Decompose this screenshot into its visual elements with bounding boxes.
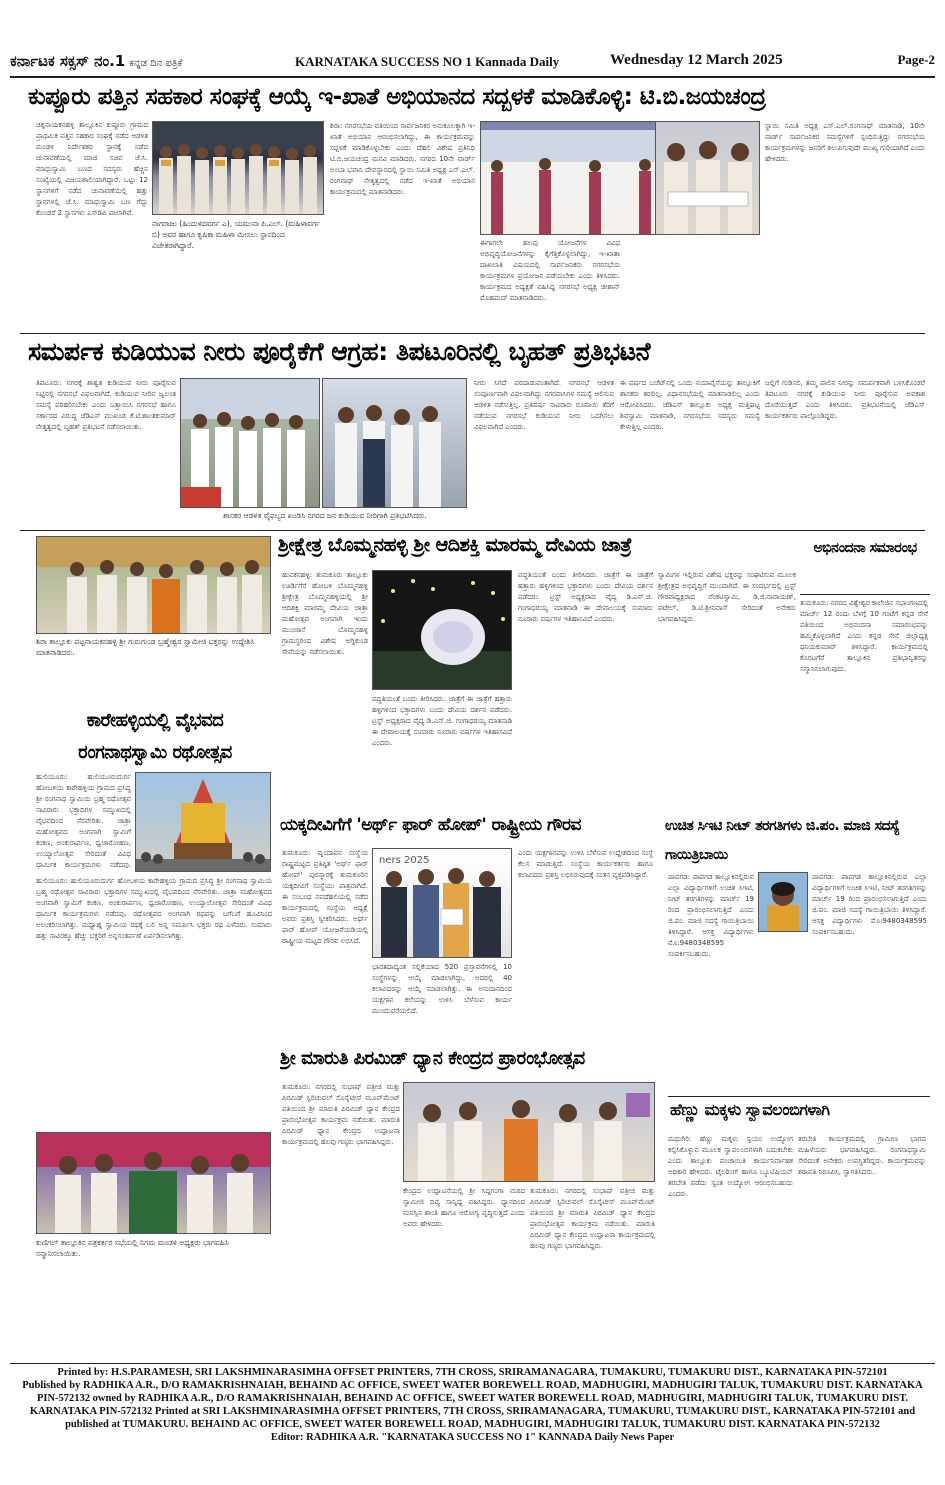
article-jatre-cont-3: ಸ್ವಾಮಿಗಳ ಇಲ್ಲಿರುವ ವಿಶೇಷ ಭಕ್ತರನ್ನು ಸಂಘಟಿಸುವ ಮೂಲಕ ಶ್ರೀಕ್ಷೇತ್ರದ ಅಭಿವೃದ್ಧಿಗೆ ಮುಂದಾಗಿದೆ. ಈ ಸಂದರ್ಭದಲ್ಲಿ ಟ್ರಸ್ಟ್ ಗೌರವಾಧ್ಯಕ್ಷರಾದ ವೆಂಕಟಸ್ವಾಮಿ, ಡಿ.ಜಿ.ನಾರಾಯಣ್, ಪಟೇಲ್, ಡಿ.ಟಿ.ಶ್ರೀನಿವಾಸ್ ಸೇರಿದಂತೆ ಅನೇಕರು ಭಾಗವಹಿಸಿದ್ದರು. bbox=[658, 571, 796, 623]
article-e-khata-right: ಸ್ಥಾಯಿ ಸಮಿತಿ ಅಧ್ಯಕ್ಷ ಎಸ್.ಎಲ್.ರಂಗನಾಥ್ ಮಾತನಾಡಿ, 10ನೇ ವಾರ್ಡ್ ಸಾರ್ವಜನಿಕರ ಸಮಸ್ಯೆಗಳಿಗೆ ಸ್ಪಂದಿಸುತ್ತಿದ್ದು ನಗರಸಭೆಯ ಕಾರ್ಯಕ್ರಮಗಳನ್ನು ಜನರಿಗೆ ತಲುಪಿಸುವುದೇ ಮುಖ್ಯ ಗುರಿಯಾಗಿದೆ ಎಂದು ಹೇಳಿದರು. bbox=[765, 122, 925, 163]
headline-tiptur-protest: ಸಮರ್ಪಕ ಕುಡಿಯುವ ನೀರು ಪೂರೈಕೆಗೆ ಆಗ್ರಹ: ತಿಪಟೂರಿನಲ್ಲಿ ಬೃಹತ್ ಪ್ರತಿಭಟನೆ bbox=[28, 337, 650, 366]
night-chariot-image bbox=[373, 571, 511, 689]
photo-karehalli-ratha bbox=[135, 772, 271, 872]
photo-kuppur-winners bbox=[152, 121, 324, 215]
protest-image bbox=[181, 379, 319, 507]
headline-women-self-reliant: ಹೆಣ್ಣು ಮಕ್ಕಳು ಸ್ವಾವಲಂಬಿಗಳಾಗಿ bbox=[670, 1100, 830, 1119]
caption-swamiji: ಶಿರಾ ತಾಲ್ಲೂಕು ಪಟ್ಟನಾಯಕನಹಳ್ಳಿ ಶ್ರೀ ಗುರುಗುಂಡ ಬ್ರಹ್ಮೇಶ್ವರ ಸ್ವಾಮೀಜಿ ಭಕ್ತರನ್ನು ಉದ್ದೇಶಿಸಿ ಮಾತನಾಡಿದರು. bbox=[36, 637, 255, 657]
article-women: ಮಧುಗಿರಿ: ಹೆಣ್ಣು ಮಕ್ಕಳು ಸ್ವಯಂ ಉದ್ಯೋಗ ಕಲ್ಪಿಸಿಕೊಳ್ಳುವ ಮೂಲಕ ಸ್ವಾವಲಂಬಿಗಳಾಗಿ ಬದುಕಬೇಕು ಎಂದು ತಾಲ್ಲೂಕು ಪಂಚಾಯಿತಿ ಕಾರ್ಯನಿರ್ವಾಹಕ ಅಧಿಕಾರಿ ಹೇಳಿದರು. ಟೈಲರಿಂಗ್ ಹಾಗೂ ಬ್ಯೂಟಿಷಿಯನ್ ತರಬೇತಿ ಪಡೆದು ಸ್ವಂತ ಉದ್ಯೋಗ ಆರಂಭಿಸಬಹುದು ಎಂದರು. bbox=[668, 1135, 793, 1198]
headline-pyramid-dhyana: ಶ್ರೀ ಮಾರುತಿ ಪಿರಮಿಡ್ ಧ್ಯಾನ ಕೇಂದ್ರದ ಪ್ರಾರಂಭೋತ್ಸವ bbox=[280, 1048, 585, 1069]
swamiji-image bbox=[37, 537, 270, 633]
caption-tiptur: ಶಾಸಕರ ಆಡಳಿತ ವೈಫಲ್ಯದ ಖಂಡಿಸಿ ನಗರದ ಜನ ಕುಡಿಯುವ ನೀರಿಗಾಗಿ ಪ್ರತಿಭಟಿಸಿದರು. bbox=[223, 511, 427, 520]
article-jatre: ಹುವಕನಹಳ್ಳಿ: ತುಮಕೂರು ತಾಲ್ಲೂಕು ಊರ್ಡಿಗೆರೆ ಹೋಬಳಿ ಬೊಮ್ಮನಹಳ್ಳಿ ಶ್ರೀಕ್ಷೇತ್ರ ಬೊಮ್ಮನಹಳ್ಳಿಯಲ್ಲಿ ಶ್ರೀ ಆದಿಶಕ್ತಿ ಮಾರಮ್ಮ ದೇವಿಯ ಜಾತ್ರಾ ಮಹೋತ್ಸವ ಅಂಗವಾಗಿ ಇಂದು ಮುಂಜಾನೆ ಬೊಮ್ಮನಹಳ್ಳಿ ಗ್ರಾಮಸ್ಥರಿಂದ ವಿಶೇಷ ಅಗ್ನಿಕುಂಡ ಸೇವೆಯನ್ನು ನಡೆಸಲಾಯಿತು. bbox=[282, 571, 368, 656]
divider bbox=[668, 1096, 930, 1097]
photo-swamiji-event bbox=[36, 536, 271, 634]
photo-jatre-night bbox=[372, 570, 512, 690]
headline-karehalli-rathotsava: ಕಾರೇಹಳ್ಳಿಯಲ್ಲಿ ವೈಭವದ ರಂಗನಾಥಸ್ವಾಮಿ ರಥೋತ್ಸವ bbox=[78, 710, 232, 763]
article-tiptur: ತಿಪಟೂರು: ನಗರಕ್ಕೆ ಶಾಶ್ವತ ಕುಡಿಯುವ ನೀರು ಪೂರೈಸುವ ನಿಟ್ಟಿನಲ್ಲಿ ನಗರಸಭೆ ವಿಫಲವಾಗಿದೆ. ಕುಡಿಯುವ ನೀರಿನ ಜ್ವಲಂತ ಸಮಸ್ಯೆ ಪರಿಹರಿಸಬೇಕು ಎಂದು ಒತ್ತಾಯಿಸಿ ನಗರಸಭೆ ಹಾಗೂ ಸರ್ಕಾರದ ವಿರುದ್ಧ ಜೆಡಿಎಸ್ ಮುಖಂಡ ಕೆ.ಟಿ.ಶಾಂತಕುಮಾರ್ ನೇತೃತ್ವದಲ್ಲಿ ಬೃಹತ್ ಪ್ರತಿಭಟನೆ ನಡೆಸಲಾಯಿತು. bbox=[36, 379, 176, 431]
newspaper-title: KARNATAKA SUCCESS NO 1 Kannada Daily bbox=[295, 54, 560, 69]
footer-line: published at TUMAKURU. BEHAIND AC OFFICE, SWEET WATER BOREWELL ROAD, MADHUGIRI, MADHUGIRI TALUK, TUMAKURU DIST. KARNATAKA PIN-572132 bbox=[65, 1419, 880, 1430]
logo-text: ಕರ್ನಾಟಕ ಸಕ್ಸಸ್ ನಂ.1 bbox=[10, 52, 126, 70]
photo-tiptur-protest-2 bbox=[322, 378, 467, 508]
article-earth-for-hope: ತುಮಕೂರು: ವೃಂದಾವನ ಸಂಸ್ಥೆಯ ರಾಷ್ಟ್ರಮಟ್ಟದ ಪ್ರತಿಷ್ಠಿತ 'ಅರ್ಥ್ ಫಾರ್ ಹೋಪ್' ಪುರಸ್ಕಾರಕ್ಕೆ ತುಮಕೂರಿನ ಯಕ್ಕದೀವಿಗೆ ಸಂಸ್ಥೆಯು ಪಾತ್ರವಾಗಿದೆ. ಈ ಸಂಬಂಧ ನವದೆಹಲಿಯಲ್ಲಿ ನಡೆದ ಕಾರ್ಯಕ್ರಮದಲ್ಲಿ ಸಂಸ್ಥೆಯ ಅಧ್ಯಕ್ಷೆ ಅವರು ಪ್ರಶಸ್ತಿ ಸ್ವೀಕರಿಸಿದರು. ಅರ್ಥ್ ಫಾರ್ ಹೋಪ್ ಯೋಜನೆಯಡಿಯಲ್ಲಿ ರಾಷ್ಟ್ರೀಯ ಮಟ್ಟದ ಗೌರವ ಲಭಿಸಿದೆ. bbox=[282, 849, 368, 945]
caption-kuppur: ನಾಗರಾಜು (ಹಿಂದುಳಿದವರ್ಗ ಎ), ಯಮುನಾ ಪಿ.ಎಲ್. (ಮಹಿಳಾವರ್ಗ ಬಿ) ಅವರ ಹಾಗೂ ಕೃಷಿಕಾ ಮಹಿಳಾ ಮೀಸಲು ಸ್ಥಾನದಿಂದ ವಿಜೇತರಾಗಿದ್ದಾರೆ. bbox=[152, 219, 321, 250]
award-image bbox=[373, 849, 511, 957]
headline-kuppur-e-khata: ಕುಪ್ಪೂರು ಪತ್ತಿನ ಸಹಕಾರ ಸಂಘಕ್ಕೆ ಆಯ್ಕೆ ಇ-ಖಾತೆ ಅಭಿಯಾನದ ಸದ್ಬಳಕೆ ಮಾಡಿಕೊಳ್ಳಿ: ಟಿ.ಬಿ.ಜಯಚಂದ್ರ bbox=[28, 84, 766, 110]
portrait-image bbox=[759, 873, 807, 931]
photo-earth-for-hope-award bbox=[372, 848, 512, 958]
caption-kunigal: ಕುಣಿಗಲ್ ತಾಲ್ಲೂಕಿನ ಪತ್ರಕರ್ತರ ಸಭೆಯಲ್ಲಿ ನಿಗಮ ಮಂಡಳಿ ಅಧ್ಯಕ್ಷರು ಭಾಗವಹಿಸಿ ಸನ್ಮಾನಿಸಲಾಯಿತು. bbox=[36, 1238, 229, 1258]
crowd-image bbox=[153, 122, 323, 214]
headline-marammadevi-jatre: ಶ್ರೀಕ್ಷೇತ್ರ ಬೊಮ್ಮನಹಳ್ಳಿ ಶ್ರೀ ಆದಿಶಕ್ತಿ ಮಾರಮ್ಮ ದೇವಿಯ ಜಾತ್ರೆ bbox=[278, 534, 632, 556]
photo-kunigal-journalists bbox=[36, 1132, 271, 1234]
imprint-footer bbox=[10, 1363, 935, 1444]
photo-pyramid-inauguration bbox=[403, 1082, 655, 1182]
logo-subtitle: ಕನ್ನಡ ದಿನ ಪತ್ರಿಕೆ bbox=[129, 58, 183, 69]
article-karehalli: ಹುಲಿಯೂರು: ಹುಲಿಯೂರುದುರ್ಗ ಹೋಬಳಿಯ ಕಾರೇಹಳ್ಳಿಯ ಗ್ರಾಮದ ಪ್ರಸಿದ್ಧ ಶ್ರೀ ರಂಗನಾಥ ಸ್ವಾಮಿಯ ಬ್ರಹ್ಮ ರಥೋತ್ಸವ ಸಾವಿರಾರು ಭಕ್ತಾದಿಗಳ ಸಮ್ಮುಖದಲ್ಲಿ ವೈಭವದಿಂದ ನೆರವೇರಿತು. ಜಾತ್ರಾ ಮಹೋತ್ಸವದ ಅಂಗವಾಗಿ ಸ್ವಾಮಿಗೆ ಕಂಕಣ, ಅಂಕುರಾರ್ಪಣ, ಧ್ವಜಾರೋಹಣ, ಉಯ್ಯಾಲೋತ್ಸವ ಸೇರಿದಂತೆ ವಿವಿಧ ಧಾರ್ಮಿಕ ಕಾರ್ಯಕ್ರಮಗಳು ನಡೆದವು. bbox=[36, 773, 131, 869]
footer-line: Printed by: H.S.PARAMESH, SRI LAKSHMINARASIMHA OFFSET PRINTERS, 7TH CROSS, SRIRAMANAGARA, TUMAKURU, TUMAKURU DIST., KARNATAKA PIN-572101 bbox=[57, 1367, 888, 1378]
masthead bbox=[10, 48, 935, 78]
protest-speech-image bbox=[323, 379, 466, 507]
article-women-cont: ತರಬೇತಿ ಕಾರ್ಯಕ್ರಮದಲ್ಲಿ ಗ್ರಾಮೀಣ ಭಾಗದ ಮಹಿಳೆಯರು ಭಾಗವಹಿಸಿದ್ದರು. ರಂಗನಾಥಸ್ವಾಮಿ ಸೇರಿದಂತೆ ಅನೇಕರು ಉಪಸ್ಥಿತರಿದ್ದರು. ಕಾರ್ಯಕ್ರಮವನ್ನು ಶರಾವತಿ ನಿರೂಪಿಸಿ, ಸ್ವಾಗತಿಸಿದರು. bbox=[798, 1135, 926, 1176]
article-cet-neet: ಪಾವಗಡ: ಪಾವಗಡ ತಾಲ್ಲೂಕಿನಲ್ಲಿರುವ ಎಲ್ಲಾ ವಿದ್ಯಾರ್ಥಿಗಳಿಗೆ ಉಚಿತ ಸಿಇಟಿ, ನೀಟ್ ತರಗತಿಗಳನ್ನು ಮಾರ್ಚ್ 19 ರಿಂದ ಪ್ರಾರಂಭಿಸಲಾಗುತ್ತಿದೆ ಎಂದು ಜಿ.ಪಂ. ಮಾಜಿ ಸದಸ್ಯೆ ಗಾಯಿತ್ರಿಬಾಯಿ ತಿಳಿಸಿದ್ದಾರೆ. ಆಸಕ್ತ ವಿದ್ಯಾರ್ಥಿಗಳು ಮೊ:9480348595 ಸಂಪರ್ಕಿಸಬಹುದು. bbox=[668, 873, 754, 958]
article-pyramid: ತುಮಕೂರು: ನಗರದಲ್ಲಿ ಸುಭಾಷ್ ಪತ್ರೀಜಿ ಮತ್ತು ಪಿರಮಿಡ್ ಸ್ಪಿರಿಚುವಲ್ ಸೊಸೈಟೀಸ್ ಮೂವ್‌ಮೆಂಟ್ ವತಿಯಿಂದ ಶ್ರೀ ಮಾರುತಿ ಪಿರಮಿಡ್ ಧ್ಯಾನ ಕೇಂದ್ರದ ಪ್ರಾರಂಭೋತ್ಸವ ಕಾರ್ಯಕ್ರಮ ನಡೆಯಿತು. ಮಾರುತಿ ಪಿರಮಿಡ್ ಧ್ಯಾನ ಕೇಂದ್ರದ ಉದ್ಘಾಟನಾ ಕಾರ್ಯಕ್ರಮದಲ್ಲಿ ಹಲವು ಗಣ್ಯರು ಭಾಗವಹಿಸಿದ್ದರು. bbox=[282, 1083, 400, 1146]
article-e-khata: ಶಿರಾ: ನಗರಸಭೆಯ ವತಿಯಿಂದ ಸಾರ್ವಜನಿಕರ ಅನುಕೂಲಕ್ಕಾಗಿ ಇ-ಖಾತೆ ಅಭಿಯಾನ ಆರಂಭಿಸಲಾಗಿದ್ದು, ಈ ಕಾರ್ಯಕ್ರಮವನ್ನು ಸದ್ಬಳಕೆ ಮಾಡಿಕೊಳ್ಳಬೇಕು ಎಂದು ದೆಹಲಿ ವಿಶೇಷ ಪ್ರತಿನಿಧಿ ಟಿ.ಬಿ.ಜಯಚಂದ್ರ ಮನವಿ ಮಾಡಿದರು. ನಗರದ 10ನೇ ವಾರ್ಡ್ ಅಂಬಾ ಭವಾನಿ ದೇವಸ್ಥಾನದಲ್ಲಿ ಸ್ಥಾಯಿ ಸಮಿತಿ ಅಧ್ಯಕ್ಷ ಎಸ್.ಎಲ್. ರಂಗನಾಥ್ ನೇತೃತ್ವದಲ್ಲಿ ನಡೆದ ಇ-ಖಾತೆ ಅಭಿಯಾನ ಕಾರ್ಯಕ್ರಮದಲ್ಲಿ ಮಾತನಾಡಿದರು. bbox=[330, 122, 475, 196]
photo-gayitribai bbox=[758, 872, 808, 932]
page-number: Page-2 bbox=[897, 52, 935, 67]
article-jatre-cont: ಪದ್ಧತಿಯಂತೆ ಬಂದು ತೀರಿಸಿದರು. ಜಾತ್ರೆಗೆ ಈ ಜಾತ್ರೆಗೆ ಹತ್ತಾರು ಹಳ್ಳಿಗಳಿಂದ ಭಕ್ತಾದಿಗಳು ಬಂದು ದೇವಿಯ ದರ್ಶನ ಪಡೆದರು. ಟ್ರಸ್ಟ್ ಅಧ್ಯಕ್ಷರಾದ ವೈದ್ಯ ಡಿ.ಎನ್.ಜಿ. ಗಂಗಾಧರಯ್ಯ ಮಾತನಾಡಿ ಈ ದೇವಾಲಯಕ್ಕೆ ಸುಮಾರು ನೂರಾರು ವರ್ಷಗಳ ಇತಿಹಾಸವಿದೆ ಎಂದರು. bbox=[372, 695, 512, 747]
photo-tiptur-protest-1 bbox=[180, 378, 320, 508]
headline-abhinandana: ಅಭಿನಂದನಾ ಸಮಾರಂಭ bbox=[813, 540, 917, 556]
headline-earth-for-hope: ಯಕ್ಕದೀವಿಗೆಗೆ 'ಅರ್ಥ್ ಫಾರ್ ಹೋಪ್' ರಾಷ್ಟ್ರೀಯ ಗೌರವ bbox=[280, 815, 581, 835]
article-earth-for-hope-cont-2: ಎಂದು ಯಕ್ಷಗಾನವನ್ನು ಉಳಿಸಿ ಬೆಳೆಸುವ ಉದ್ದೇಶದಿಂದ ಸಂಸ್ಥೆ ಕೆಲಸ ಮಾಡುತ್ತಿದೆ. ಸಂಸ್ಥೆಯ ಕಾರ್ಯಕರ್ತರು ಹಾಗೂ ಕಲಾವಿದರು ಪ್ರಶಸ್ತಿ ಲಭಿಸಿರುವುದಕ್ಕೆ ಸಂತಸ ವ್ಯಕ್ತಪಡಿಸಿದ್ದಾರೆ. bbox=[518, 849, 653, 879]
article-tiptur-cont-3: ಜಲ್ಲಿಗೆ ಗುಡಿಸಲಿ, ತಮ್ಮ ಪಾಲಿನ ನೀರನ್ನು ಸಮರ್ಪಕವಾಗಿ ಬಳಸಿಕೊಂಡರೆ ತಿಪಟೂರು ನಗರಕ್ಕೆ ಕುಡಿಯುವ ನೀರು ಪೂರೈಸುವ ಅವಕಾಶ ದೊರೆಯುತ್ತದೆ ಎಂದು ತಿಳಿಸಿದರು. ಪ್ರತಿಭಟನೆಯಲ್ಲಿ ಜೆಡಿಎಸ್ ಕಾರ್ಯಕರ್ತರು ಪಾಲ್ಗೊಂಡಿದ್ದರು. bbox=[765, 379, 925, 420]
footer-line: Published by RADHIKA A.R., D/O RAMAKRISHNAIAH, BEHAIND AC OFFICE, SWEET WATER BOREWELL ROAD, MADHUGIRI, MADHUGIRI TALUK, TUMAKURU DIST. KARNATAKA bbox=[22, 1380, 923, 1391]
article-karehalli-cont: ಹುಲಿಯೂರು: ಹುಲಿಯೂರುದುರ್ಗ ಹೋಬಳಿಯ ಕಾರೇಹಳ್ಳಿಯ ಗ್ರಾಮದ ಪ್ರಸಿದ್ಧ ಶ್ರೀ ರಂಗನಾಥ ಸ್ವಾಮಿಯ ಬ್ರಹ್ಮ ರಥೋತ್ಸವ ಸಾವಿರಾರು ಭಕ್ತಾದಿಗಳ ಸಮ್ಮುಖದಲ್ಲಿ ವೈಭವದಿಂದ ನೆರವೇರಿತು. ಜಾತ್ರಾ ಮಹೋತ್ಸವದ ಅಂಗವಾಗಿ ಸ್ವಾಮಿಗೆ ಕಂಕಣ, ಅಂಕುರಾರ್ಪಣ, ಧ್ವಜಾರೋಹಣ, ಉಯ್ಯಾಲೋತ್ಸವ ಸೇರಿದಂತೆ ವಿವಿಧ ಧಾರ್ಮಿಕ ಕಾರ್ಯಕ್ರಮಗಳು ನಡೆದವು. ರಥೋತ್ಸವದ ಅಂಗವಾಗಿ ರಥವನ್ನು ಬಗೆಬಗೆ ಹೂವಿನಿಂದ ಅಲಂಕರಿಸಲಾಗಿತ್ತು. ಮಧ್ಯಾಹ್ನ ಸ್ವಾಮಿಯ ರಥಕ್ಕೆ ಬಲಿ ಅನ್ನ ಸಮರ್ಪಿಸಿ ಭಕ್ತರು ರಥ ಎಳೆದರು. ಸುಮಾರು ಹತ್ತು ಸಾವಿರಕ್ಕೂ ಹೆಚ್ಚು ಭಕ್ತರಿಗೆ ಅನ್ನಸಂತರ್ಪಣೆ ಏರ್ಪಡಿಸಲಾಗಿತ್ತು. bbox=[36, 877, 272, 940]
article-cet-neet-cont: ಪಾವಗಡ: ಪಾವಗಡ ತಾಲ್ಲೂಕಿನಲ್ಲಿರುವ ಎಲ್ಲಾ ವಿದ್ಯಾರ್ಥಿಗಳಿಗೆ ಉಚಿತ ಸಿಇಟಿ, ನೀಟ್ ತರಗತಿಗಳನ್ನು ಮಾರ್ಚ್ 19 ರಿಂದ ಪ್ರಾರಂಭಿಸಲಾಗುತ್ತಿದೆ ಎಂದು ಜಿ.ಪಂ. ಮಾಜಿ ಸದಸ್ಯೆ ಗಾಯಿತ್ರಿಬಾಯಿ ತಿಳಿಸಿದ್ದಾರೆ. ಆಸಕ್ತ ವಿದ್ಯಾರ್ಥಿಗಳು ಮೊ:9480348595 ಸಂಪರ್ಕಿಸಬಹುದು. bbox=[812, 873, 927, 936]
article-e-khata-cont: ಈಗಾಗಲೇ ಹಲವು ಯೋಜನೆಗಳ ವಿವಿಧ ಅಭಿವೃದ್ಧಿಯೋಜನೆಗಳನ್ನು ಕೈಗೆತ್ತಿಕೊಳ್ಳಲಾಗಿದ್ದು, ಇ-ಖಾತಾ ದಾಖಲಾತಿ ವಿಷಯದಲ್ಲಿ ಸಾರ್ವಜನಿಕರು ನಗರಸಭೆಯ ಕಾರ್ಯಕ್ರಮಗಳ ಪ್ರಯೋಜನ ಪಡೆಯಬೇಕು ಎಂದು ತಿಳಿಸಿದರು. ಕಾರ್ಯಕ್ರಮದ ಅಧ್ಯಕ್ಷತೆ ವಹಿಸಿದ್ದ ನಗರಸಭೆ ಅಧ್ಯಕ್ಷ ಜೀಶಾನ್ ಮೊಹಮದ್ ಮಾತನಾಡಿದರು. bbox=[480, 239, 620, 302]
divider bbox=[20, 333, 925, 334]
footer-line: KARNATAKA PIN-572132 Printed at SRI LAKSHMINARASIMHA OFFSET PRINTERS, 7TH CROSS, SRIRAMANAGARA, TUMAKURU, TUMAKURU DIST., KARNATAKA PIN-572101 and bbox=[29, 1406, 916, 1417]
article-tiptur-cont-2: ಈ ವರ್ಷದ ಬಜೆಟ್‌ನಲ್ಲಿ ಒಂದು ನಯಾಪೈಸೆಯನ್ನು ತಾಲ್ಲೂಕಿಗೆ ಶಾಸಕರು ತರಲಿಲ್ಲ. ವಿಧಾನಸಭೆಯಲ್ಲಿ ಮಾತನಾಡಲಿಲ್ಲ ಎಂದು ಆರೋಪಿಸಿದರು. ಜೆಡಿಎಸ್ ತಾಲ್ಲೂಕು ಅಧ್ಯಕ್ಷ ಮತ್ತಿಘಟ್ಟ ಶಿವಸ್ವಾಮಿ ಮಾತನಾಡಿ, ನಗರಸಭೆಯ ಸದಸ್ಯರು ಸಮಸ್ಯೆ ಕೇಳುತ್ತಿಲ್ಲ ಎಂದರು. bbox=[620, 379, 760, 431]
elders-image bbox=[656, 122, 759, 234]
photo-e-khata-elders bbox=[655, 121, 760, 235]
headline-free-cet-neet: ಉಚಿತ ಸಿಇಟಿ ನೀಟ್ ತರಗತಿಗಳು ಜಿ.ಪಂ. ಮಾಜಿ ಸದಸ್ಯೆ ಗಾಯಿತ್ರಿಬಾಯಿ bbox=[665, 818, 900, 863]
issue-date: Wednesday 12 March 2025 bbox=[610, 52, 783, 68]
chariot-image bbox=[136, 773, 270, 871]
article-tiptur-cont: ನೀರು ಸಿಗದೆ ಪರದಾಡುವಂತಾಗಿದೆ. ನಗರಸಭೆ ಆಡಳಿತ ಸಂಪೂರ್ಣವಾಗಿ ವಿಫಲವಾಗಿದ್ದು ನಗರವಾಸಿಗಳ ಸಮಸ್ಯೆ ಆಲಿಸುವ ಆಡಳಿತ ನಡೆಸುತ್ತಿಲ್ಲ. ಪ್ರತಿವರ್ಷ ಸಾವಿರಾರು ರೂಪಾಯಿ ತೆರಿಗೆ ನಡೆಯುವ ನಗರಸಭೆ ಕುಡಿಯುವ ನೀರು ಒದಗಿಸಲು ವಿಫಲವಾಗಿದೆ ಎಂದರು. bbox=[474, 379, 614, 431]
newspaper-logo bbox=[10, 52, 182, 70]
banner-text: ners 2025 bbox=[379, 855, 430, 866]
article-pyramid-cont: ಕೇಂದ್ರದ ಉದ್ಘಾಟನೆಯಲ್ಲಿ ಶ್ರೀ ಸಿದ್ದಗಂಗಾ ಮಠದ ಸ್ವಾಮೀಜಿ ದಿವ್ಯ ಸಾನ್ನಿಧ್ಯ ವಹಿಸಿದ್ದರು. ಧ್ಯಾನದಿಂದ ಮನಸ್ಸಿನ ಶಾಂತಿ ಹಾಗೂ ಆರೋಗ್ಯ ವೃದ್ಧಿಸುತ್ತದೆ ಎಂದು ಅವರು ಹೇಳಿದರು. bbox=[403, 1187, 525, 1228]
inauguration-image bbox=[404, 1083, 654, 1181]
article-earth-for-hope-cont: ಭಾರತದಾದ್ಯಂತ ಸಲ್ಲಿಕೆಯಾದ 520 ಪ್ರಸ್ತಾವನೆಗಳಲ್ಲಿ 10 ಸಂಸ್ಥೆಗಳನ್ನು ಆಯ್ಕೆ ಮಾಡಲಾಗಿದ್ದು, ಅದರಲ್ಲಿ 40 ಕಲಾವಿದರನ್ನು ಆಯ್ಕೆ ಮಾಡಲಾಗಿತ್ತು. ಈ ಅನುದಾನದಿಂದ ಯಕ್ಷಗಾನ ಕಲೆಯನ್ನು ಉಳಿಸಿ ಬೆಳೆಸುವ ಕಾರ್ಯ ಮುಂದುವರೆಯಲಿದೆ. bbox=[372, 963, 512, 1015]
footer-line: Editor: RADHIKA A.R. "KARNATAKA SUCCESS NO 1" KANNADA Daily News Paper bbox=[270, 1432, 675, 1443]
article-jatre-cont-2: ಪದ್ಧತಿಯಂತೆ ಬಂದು ತೀರಿಸಿದರು. ಜಾತ್ರೆಗೆ ಈ ಜಾತ್ರೆಗೆ ಹತ್ತಾರು ಹಳ್ಳಿಗಳಿಂದ ಭಕ್ತಾದಿಗಳು ಬಂದು ದೇವಿಯ ದರ್ಶನ ಪಡೆದರು. ಟ್ರಸ್ಟ್ ಅಧ್ಯಕ್ಷರಾದ ವೈದ್ಯ ಡಿ.ಎನ್.ಜಿ. ಗಂಗಾಧರಯ್ಯ ಮಾತನಾಡಿ ಈ ದೇವಾಲಯಕ್ಕೆ ಸುಮಾರು ನೂರಾರು ವರ್ಷಗಳ ಇತಿಹಾಸವಿದೆ ಎಂದರು. bbox=[518, 571, 653, 623]
felicitation-image bbox=[37, 1133, 270, 1233]
article-pyramid-cont-2: ತುಮಕೂರು: ನಗರದಲ್ಲಿ ಸುಭಾಷ್ ಪತ್ರೀಜಿ ಮತ್ತು ಪಿರಮಿಡ್ ಸ್ಪಿರಿಚುವಲ್ ಸೊಸೈಟೀಸ್ ಮೂವ್‌ಮೆಂಟ್ ವತಿಯಿಂದ ಶ್ರೀ ಮಾರುತಿ ಪಿರಮಿಡ್ ಧ್ಯಾನ ಕೇಂದ್ರದ ಪ್ರಾರಂಭೋತ್ಸವ ಕಾರ್ಯಕ್ರಮ ನಡೆಯಿತು. ಮಾರುತಿ ಪಿರಮಿಡ್ ಧ್ಯಾನ ಕೇಂದ್ರದ ಉದ್ಘಾಟನಾ ಕಾರ್ಯಕ್ರಮದಲ್ಲಿ ಹಲವು ಗಣ್ಯರು ಭಾಗವಹಿಸಿದ್ದರು. bbox=[530, 1187, 655, 1250]
footer-line: PIN-572132 owned by RADHIKA A.R., D/O RAMAKRISHNAIAH, BEHAIND AC OFFICE, SWEET WATER BOREWELL ROAD, MADHUGIRI, MADHUGIRI TALUK, TUMAKURU DIST. bbox=[36, 1393, 909, 1404]
divider bbox=[20, 530, 925, 531]
article-kuppur: ಚಿಕ್ಕನಾಯಕನಹಳ್ಳಿ ತಾಲ್ಲೂಕಿನ ಕುಪ್ಪೂರು ಗ್ರಾಮದ ಪ್ರಾಥಮಿಕ ಪತ್ತಿನ ಸಹಕಾರ ಸಂಘಕ್ಕೆ ನಡೆದ ಆಡಳಿತ ಮಂಡಳಿ ನಿರ್ದೇಶಕರ ಸ್ಥಾನಕ್ಕೆ ನಡೆದ ಚುನಾವಣೆಯಲ್ಲಿ ಮಾಜಿ ಸಚಿವ ಜೆ.ಸಿ. ಮಾಧುಸ್ವಾಮಿ ಬಣದ ಸದಸ್ಯರು ಹೆಚ್ಚಿನ ಸಂಖ್ಯೆಯಲ್ಲಿ ವಿಜಯಶಾಲಿಯಾಗಿದ್ದಾರೆ. ಒಟ್ಟು 12 ಸ್ಥಾನಗಳಿಗೆ ನಡೆದ ಚುನಾವಣೆಯಲ್ಲಿ ಹತ್ತು ಸ್ಥಾನಗಳಲ್ಲಿ ಜೆ.ಸಿ. ಮಾಧುಸ್ವಾಮಿ ಬಣ ಗೆದ್ದು ಕೊಂಡರೆ 2 ಸ್ಥಾನಗಳು ಎಸ್‌ಡಿಪಿ ಪಾಲಾಗಿವೆ. bbox=[36, 121, 148, 217]
divider bbox=[800, 594, 930, 595]
article-abhinandana: ತುಮಕೂರು: ನಗರದ ವಿಶ್ವೇಶ್ವರ ಕಾಲೇಜಿನ ಸಭಾಂಗಣದಲ್ಲಿ ಮಾರ್ಚ್ 12 ರಂದು ಬೆಳಗ್ಗೆ 10 ಗಂಟೆಗೆ ಕನ್ನಡ ಸೇನೆ ವತಿಯಿಂದ ಅಭಿನಂದನಾ ಸಮಾರಂಭವನ್ನು ಹಮ್ಮಿಕೊಳ್ಳಲಾಗಿದೆ ಎಂದು ಕನ್ನಡ ಸೇನೆ ಜಿಲ್ಲಾಧ್ಯಕ್ಷ ಧನಿಯಕುಮಾರ್ ತಿಳಿಸಿದ್ದಾರೆ. ಕಾರ್ಯಕ್ರಮದಲ್ಲಿ ಕೊರಟಗೆರೆ ತಾಲ್ಲೂಕಿನ ಪ್ರತಿಭಾನ್ವಿತರನ್ನು ಸನ್ಮಾನಿಸಲಾಗುವುದು. bbox=[800, 599, 928, 673]
